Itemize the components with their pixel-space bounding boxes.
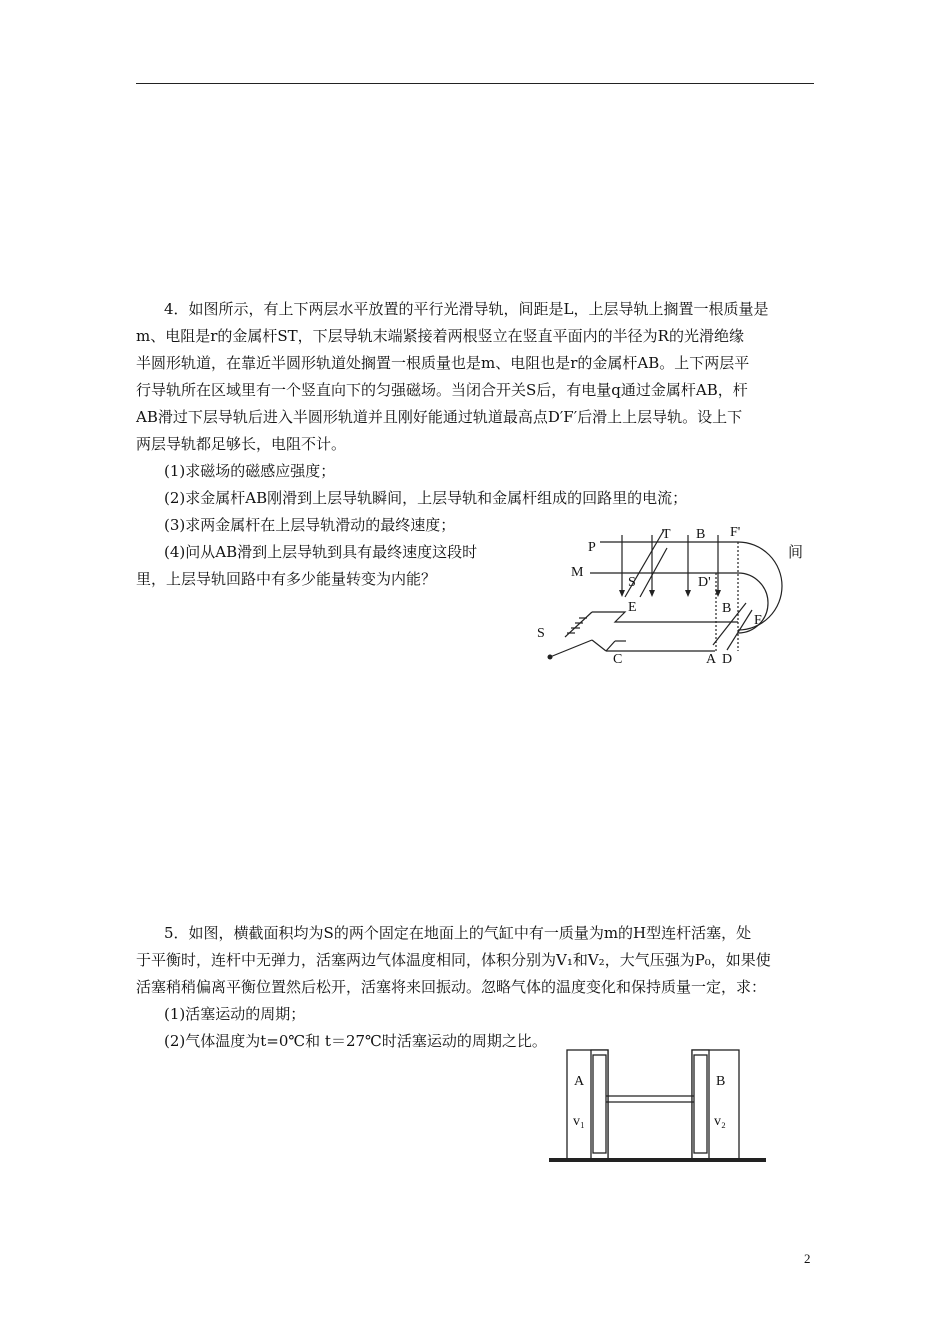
q4-line-3: 半圆形轨道，在靠近半圆形轨道处搁置一根质量也是m、电阻也是r的金属杆AB。上下两层平 [136,354,750,372]
label-s-switch: S [537,626,545,641]
q4-sub-2: (2)求金属杆AB刚滑到上层导轨瞬间，上层导轨和金属杆组成的回路里的电流； [164,489,688,507]
q4-line-5: AB滑过下层导轨后进入半圆形轨道并且刚好能通过轨道最高点D′F′后滑上上层导轨。设上下 [136,408,743,426]
label-v2: v₂ [714,1114,726,1129]
switch-lever [550,640,592,657]
q5-figure [545,1045,770,1170]
label-b-top: B [696,527,706,542]
label-a-cyl: A [574,1074,585,1089]
label-b-cyl: B [716,1074,726,1089]
label-d-prime: D' [698,575,711,590]
label-s-rod: S [628,575,636,590]
q4-line-2: m、电阻是r的金属杆ST，下层导轨末端紧接着两根竖立在竖直平面内的半径为R的光滑绝缘 [136,327,744,345]
label-v1: v₁ [573,1114,585,1129]
label-m: M [571,565,584,580]
label-f-prime: F' [730,525,741,540]
q5-sub-2: (2)气体温度为t=0℃和 t＝27℃时活塞运动的周期之比。 [164,1032,547,1050]
question-5 [136,920,814,1055]
label-b-arc: B [722,601,732,616]
page-number: 2 [804,1251,811,1266]
semicircle-inner [738,573,768,633]
q5-sub-1: (1)活塞运动的周期； [164,1005,306,1023]
q4-figure [530,520,810,675]
q4-sub-4-cont: 里，上层导轨回路中有多少能量转变为内能？ [136,570,437,588]
q4-sub-4-text: (4)问从AB滑到上层导轨到具有最终速度这段时 [164,543,478,561]
label-e: E [628,600,637,615]
q4-line-4: 行导轨所在区域里有一个竖直向下的匀强磁场。当闭合开关S后，有电量q通过金属杆AB，杆 [136,381,748,399]
q4-line-1: 4．如图所示，有上下两层水平放置的平行光滑导轨，间距是L，上层导轨上搁置一根质量是 [164,300,769,318]
label-p: P [588,540,596,555]
q5-line-1: 5．如图，横截面积均为S的两个固定在地面上的气缸中有一质量为m的H型连杆活塞，处 [164,924,752,942]
q4-sub-3: (3)求两金属杆在上层导轨滑动的最终速度； [164,516,456,534]
label-t: T [662,527,671,542]
header-rule [136,83,814,84]
label-d: D [722,652,733,667]
switch-pivot [548,655,553,660]
q4-sub-4-tail: 间 [788,543,804,561]
label-f: F [754,613,762,628]
label-a: A [706,652,717,667]
q5-line-2: 于平衡时，连杆中无弹力，活塞两边气体温度相同，体积分别为V₁和V₂，大气压强为P₀，如果使 [136,951,771,969]
q4-line-6: 两层导轨都足够长，电阻不计。 [136,435,347,453]
label-c: C [613,652,623,667]
ground [549,1158,766,1162]
q4-sub-1: (1)求磁场的磁感应强度； [164,462,336,480]
q5-line-3: 活塞稍稍偏离平衡位置然后松开，活塞将来回振动。忽略气体的温度变化和保持质量一定，求： [136,978,767,996]
